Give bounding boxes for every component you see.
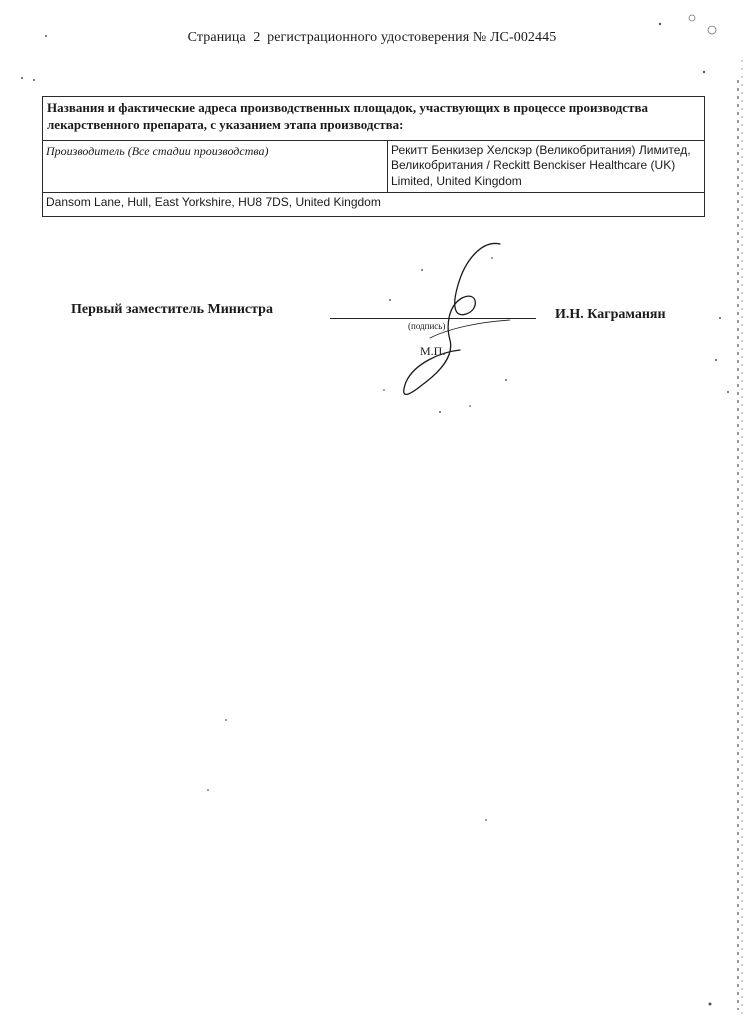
signer-name: И.Н. Каграманян <box>555 307 666 322</box>
producer-role-cell: Производитель (Все стадии производства) <box>43 140 388 192</box>
table-title: Названия и фактические адреса производственных площадок, участвующих в процессе производства лекарственного препарата, с указанием этапа производства: <box>43 97 705 141</box>
page-header <box>0 30 744 46</box>
table-row <box>43 192 705 216</box>
producer-address-cell: Dansom Lane, Hull, East Yorkshire, HU8 7DS, United Kingdom <box>43 192 705 216</box>
page-label: Страница <box>187 30 246 45</box>
table-title-row <box>43 97 705 141</box>
stamp-mark: М.П. <box>420 344 446 358</box>
table-row <box>43 140 705 192</box>
page-title: регистрационного удостоверения № ЛС-002445 <box>267 30 557 45</box>
signature-caption: (подпись) <box>408 321 446 331</box>
signer-position: Первый заместитель Министра <box>71 302 273 317</box>
production-sites-table <box>42 96 705 217</box>
handwritten-signature <box>370 230 550 430</box>
producer-name-cell: Рекитт Бенкизер Хелскэр (Великобритания) Лимитед, Великобритания / Reckitt Benckiser Healthcare (UK) Limited, United Kingdom <box>388 140 705 192</box>
page-number: 2 <box>253 30 261 45</box>
